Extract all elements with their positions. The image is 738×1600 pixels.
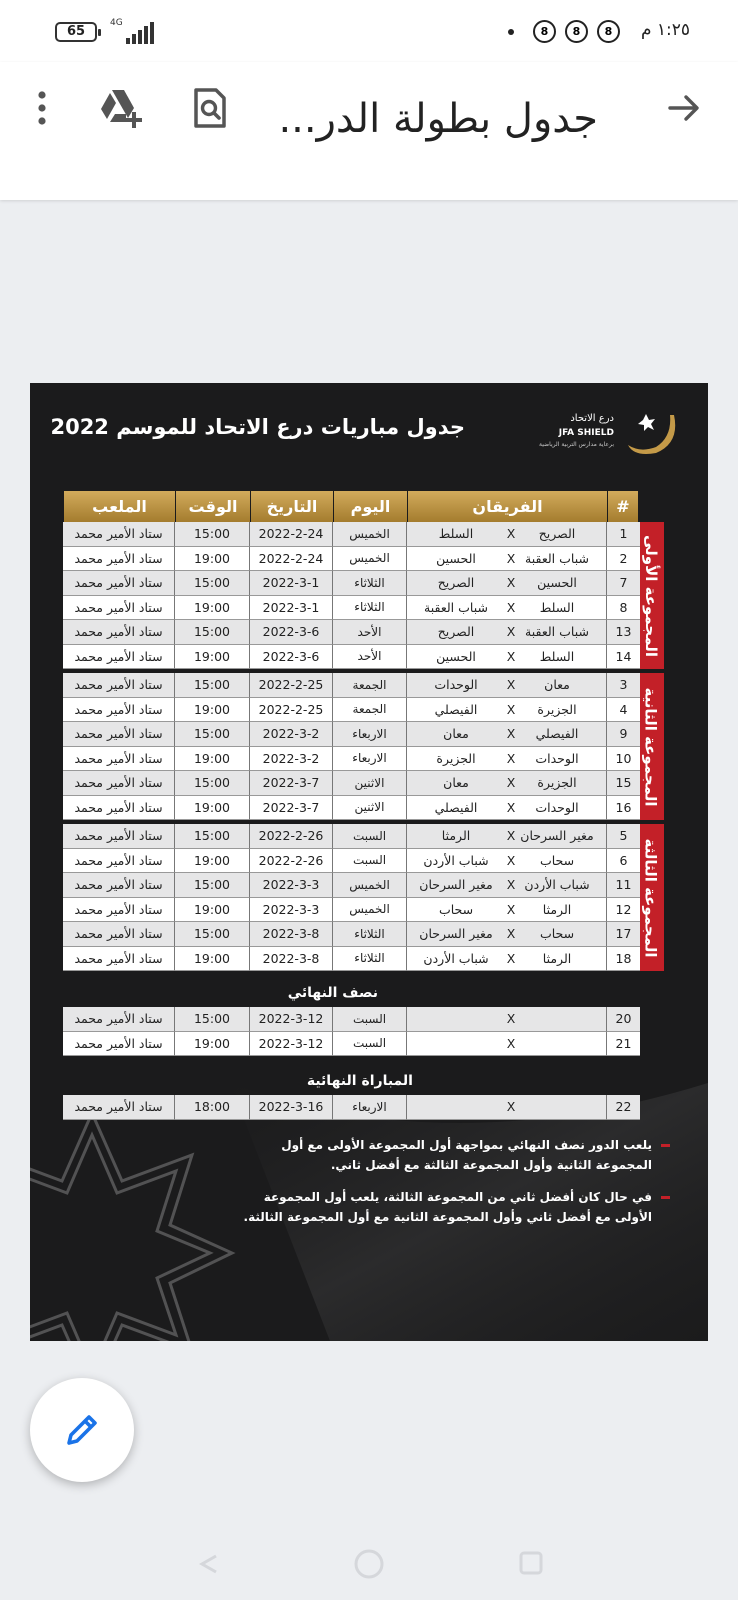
time-cell: 15:00 bbox=[175, 922, 250, 947]
match-row bbox=[63, 796, 652, 821]
day-cell: الخميس bbox=[333, 873, 407, 898]
day-cell: الأحد bbox=[333, 645, 407, 670]
match-row bbox=[63, 547, 652, 572]
date-cell: 2022-3-3 bbox=[250, 873, 333, 898]
match-row bbox=[63, 747, 652, 772]
date-cell: 2022-2-24 bbox=[250, 547, 333, 572]
versus-mark: X bbox=[506, 701, 516, 717]
match-number: 14 bbox=[607, 645, 640, 670]
time-cell: 19:00 bbox=[175, 947, 250, 972]
away-team: شباب الأردن bbox=[423, 950, 489, 966]
day-cell: الاثنين bbox=[333, 771, 407, 796]
date-cell: 2022-3-7 bbox=[250, 796, 333, 821]
home-team: شباب العقبة bbox=[525, 550, 589, 566]
day-cell: الثلاثاء bbox=[333, 947, 407, 972]
match-number: 16 bbox=[607, 796, 640, 821]
teams-cell bbox=[407, 771, 607, 796]
teams-cell bbox=[407, 1007, 607, 1032]
time-cell: 19:00 bbox=[175, 747, 250, 772]
time-cell: 15:00 bbox=[175, 771, 250, 796]
date-cell: 2022-3-12 bbox=[250, 1032, 333, 1057]
home-team: سحاب bbox=[539, 926, 575, 942]
versus-mark: X bbox=[506, 877, 516, 893]
match-number: 4 bbox=[607, 698, 640, 723]
match-row bbox=[63, 824, 652, 849]
teams-cell bbox=[407, 873, 607, 898]
teams-cell bbox=[407, 571, 607, 596]
date-cell: 2022-2-26 bbox=[250, 824, 333, 849]
teams-cell bbox=[407, 898, 607, 923]
versus-mark: X bbox=[506, 648, 516, 664]
stadium-cell: ستاد الأمير محمد bbox=[63, 620, 175, 645]
semifinal-title: نصف النهائي bbox=[287, 985, 378, 1001]
time-cell: 15:00 bbox=[175, 522, 250, 547]
match-number: 3 bbox=[607, 673, 640, 698]
versus-mark: X bbox=[506, 726, 516, 742]
logo-arabic: درع الاتحاد bbox=[570, 413, 614, 424]
note-1: يلعب الدور نصف النهائي بمواجهة أول المجموعة الأولى مع أول المجموعة الثانية وأول المجموعة الثالثة مع أفضل ثاني. bbox=[224, 1135, 654, 1175]
day-cell: الجمعة bbox=[333, 698, 407, 723]
versus-mark: X bbox=[506, 550, 516, 566]
teams-cell bbox=[407, 947, 607, 972]
teams-cell bbox=[407, 722, 607, 747]
teams-cell bbox=[407, 620, 607, 645]
day-cell: الأحد bbox=[333, 620, 407, 645]
time-cell: 19:00 bbox=[175, 645, 250, 670]
time-cell: 15:00 bbox=[175, 824, 250, 849]
teams-cell bbox=[407, 698, 607, 723]
date-cell: 2022-2-25 bbox=[250, 698, 333, 723]
header-stadium: الملعب bbox=[63, 491, 175, 522]
stadium-cell: ستاد الأمير محمد bbox=[63, 796, 175, 821]
match-number: 18 bbox=[607, 947, 640, 972]
stadium-cell: ستاد الأمير محمد bbox=[63, 1032, 175, 1057]
time-cell: 15:00 bbox=[175, 620, 250, 645]
match-number: 8 bbox=[607, 596, 640, 621]
match-number: 21 bbox=[607, 1032, 640, 1057]
away-team: الصريح bbox=[437, 624, 475, 640]
versus-mark: X bbox=[506, 624, 516, 640]
away-team: معان bbox=[443, 726, 469, 742]
nav-home-icon[interactable] bbox=[356, 1551, 382, 1577]
home-team: الصريح bbox=[538, 526, 576, 542]
teams-cell bbox=[407, 522, 607, 547]
match-row bbox=[63, 522, 652, 547]
match-row bbox=[63, 722, 652, 747]
match-number: 9 bbox=[607, 722, 640, 747]
time-cell: 15:00 bbox=[175, 571, 250, 596]
day-cell: الاربعاء bbox=[333, 747, 407, 772]
day-cell: الاربعاء bbox=[333, 722, 407, 747]
match-row bbox=[63, 849, 652, 874]
day-cell: الخميس bbox=[333, 898, 407, 923]
notes bbox=[224, 1135, 654, 1239]
away-team: الرمثا bbox=[441, 828, 471, 844]
edit-button[interactable] bbox=[30, 1378, 134, 1482]
away-team: شباب الأردن bbox=[423, 852, 489, 868]
header-teams: الفريقان bbox=[407, 491, 607, 522]
date-cell: 2022-3-16 bbox=[250, 1095, 333, 1120]
teams-cell bbox=[407, 596, 607, 621]
group-1-label: المجموعة الأولى bbox=[638, 522, 664, 669]
teams-cell bbox=[407, 1032, 607, 1057]
stadium-cell: ستاد الأمير محمد bbox=[63, 596, 175, 621]
date-cell: 2022-2-26 bbox=[250, 849, 333, 874]
match-row bbox=[63, 1007, 652, 1032]
stadium-cell: ستاد الأمير محمد bbox=[63, 673, 175, 698]
match-row bbox=[63, 898, 652, 923]
versus-mark: X bbox=[506, 799, 516, 815]
notification-icon: 8 bbox=[565, 20, 588, 43]
match-number: 10 bbox=[607, 747, 640, 772]
stadium-cell: ستاد الأمير محمد bbox=[63, 1007, 175, 1032]
time-cell: 18:00 bbox=[175, 1095, 250, 1120]
shield-logo-icon bbox=[622, 405, 680, 457]
app-toolbar bbox=[0, 62, 738, 200]
match-number: 12 bbox=[607, 898, 640, 923]
system-nav-bar bbox=[0, 1540, 738, 1600]
away-team: السلط bbox=[438, 526, 474, 542]
home-team: الرمثا bbox=[542, 950, 572, 966]
time-cell: 19:00 bbox=[175, 547, 250, 572]
stadium-cell: ستاد الأمير محمد bbox=[63, 947, 175, 972]
network-type: 4G bbox=[110, 18, 123, 28]
match-row bbox=[63, 571, 652, 596]
find-in-page-icon[interactable] bbox=[186, 84, 234, 132]
stadium-cell: ستاد الأمير محمد bbox=[63, 849, 175, 874]
date-cell: 2022-3-6 bbox=[250, 645, 333, 670]
versus-mark: X bbox=[506, 599, 516, 615]
group-2-table bbox=[63, 673, 652, 820]
versus-mark: X bbox=[506, 1011, 516, 1027]
home-team: السلط bbox=[539, 599, 575, 615]
match-row bbox=[63, 620, 652, 645]
home-team: مغير السرحان bbox=[520, 828, 594, 844]
home-team: الوحدات bbox=[535, 799, 579, 815]
schedule-title: جدول مباريات درع الاتحاد للموسم 2022 bbox=[50, 415, 465, 439]
date-cell: 2022-3-6 bbox=[250, 620, 333, 645]
time-cell: 19:00 bbox=[175, 898, 250, 923]
match-number: 13 bbox=[607, 620, 640, 645]
home-team: شباب الأردن bbox=[524, 877, 590, 893]
match-number: 17 bbox=[607, 922, 640, 947]
home-team: الجزيرة bbox=[537, 775, 577, 791]
semifinal-table bbox=[63, 1007, 652, 1056]
group-3-table bbox=[63, 824, 652, 971]
jfa-shield-logo bbox=[520, 405, 680, 457]
stadium-cell: ستاد الأمير محمد bbox=[63, 698, 175, 723]
versus-mark: X bbox=[506, 750, 516, 766]
time-cell: 19:00 bbox=[175, 698, 250, 723]
stadium-cell: ستاد الأمير محمد bbox=[63, 873, 175, 898]
home-team: الجزيرة bbox=[537, 701, 577, 717]
group-1-table bbox=[63, 522, 652, 669]
time-cell: 19:00 bbox=[175, 796, 250, 821]
day-cell: الجمعة bbox=[333, 673, 407, 698]
time-cell: 15:00 bbox=[175, 722, 250, 747]
versus-mark: X bbox=[506, 526, 516, 542]
versus-mark: X bbox=[506, 775, 516, 791]
arrow-forward-icon[interactable] bbox=[660, 84, 708, 132]
teams-cell bbox=[407, 796, 607, 821]
time-cell: 15:00 bbox=[175, 873, 250, 898]
away-team: الصريح bbox=[437, 575, 475, 591]
home-team: الفيصلي bbox=[535, 726, 579, 742]
away-team: مغير السرحان bbox=[419, 877, 493, 893]
day-cell: الثلاثاء bbox=[333, 922, 407, 947]
match-row bbox=[63, 1032, 652, 1057]
date-cell: 2022-3-2 bbox=[250, 747, 333, 772]
stadium-cell: ستاد الأمير محمد bbox=[63, 824, 175, 849]
nav-back-icon[interactable] bbox=[202, 1556, 216, 1572]
away-team: مغير السرحان bbox=[419, 926, 493, 942]
day-cell: الاثنين bbox=[333, 796, 407, 821]
header-day: اليوم bbox=[333, 491, 407, 522]
away-team: الحسين bbox=[436, 550, 476, 566]
away-team: شباب العقبة bbox=[424, 599, 488, 615]
time-cell: 19:00 bbox=[175, 849, 250, 874]
status-bar bbox=[0, 0, 738, 62]
stadium-cell: ستاد الأمير محمد bbox=[63, 722, 175, 747]
away-team: سحاب bbox=[438, 901, 474, 917]
match-row bbox=[63, 873, 652, 898]
dot-icon bbox=[508, 29, 514, 35]
group-3-label: المجموعة الثالثة bbox=[638, 824, 664, 971]
home-team: الرمثا bbox=[542, 901, 572, 917]
date-cell: 2022-3-1 bbox=[250, 571, 333, 596]
teams-cell bbox=[407, 824, 607, 849]
date-cell: 2022-3-2 bbox=[250, 722, 333, 747]
match-row bbox=[63, 947, 652, 972]
match-number: 15 bbox=[607, 771, 640, 796]
teams-cell bbox=[407, 645, 607, 670]
match-number: 7 bbox=[607, 571, 640, 596]
document-page bbox=[30, 383, 708, 1341]
teams-cell bbox=[407, 673, 607, 698]
match-number: 6 bbox=[607, 849, 640, 874]
header-date: التاريخ bbox=[250, 491, 333, 522]
match-row bbox=[63, 1095, 652, 1120]
notification-icon: 8 bbox=[597, 20, 620, 43]
match-number: 22 bbox=[607, 1095, 640, 1120]
notification-icon: 8 bbox=[533, 20, 556, 43]
teams-cell bbox=[407, 1095, 607, 1120]
stadium-cell: ستاد الأمير محمد bbox=[63, 922, 175, 947]
stadium-cell: ستاد الأمير محمد bbox=[63, 522, 175, 547]
versus-mark: X bbox=[506, 575, 516, 591]
header-num: # bbox=[607, 491, 638, 522]
versus-mark: X bbox=[506, 828, 516, 844]
match-number: 20 bbox=[607, 1007, 640, 1032]
away-team: الحسين bbox=[436, 648, 476, 664]
home-team: السلط bbox=[539, 648, 575, 664]
date-cell: 2022-3-7 bbox=[250, 771, 333, 796]
final-title: المباراة النهائية bbox=[306, 1073, 413, 1089]
header-time: الوقت bbox=[175, 491, 250, 522]
versus-mark: X bbox=[506, 1099, 516, 1115]
status-time: ١:٢٥ م bbox=[640, 20, 690, 40]
add-to-drive-icon[interactable] bbox=[96, 84, 144, 132]
home-team: الوحدات bbox=[535, 750, 579, 766]
versus-mark: X bbox=[506, 1035, 516, 1051]
logo-english: JFA SHIELD bbox=[558, 428, 614, 438]
date-cell: 2022-3-8 bbox=[250, 947, 333, 972]
versus-mark: X bbox=[506, 677, 516, 693]
stadium-cell: ستاد الأمير محمد bbox=[63, 771, 175, 796]
date-cell: 2022-2-25 bbox=[250, 673, 333, 698]
stadium-cell: ستاد الأمير محمد bbox=[63, 645, 175, 670]
stadium-cell: ستاد الأمير محمد bbox=[63, 571, 175, 596]
match-row bbox=[63, 645, 652, 670]
time-cell: 15:00 bbox=[175, 1007, 250, 1032]
note-2: في حال كان أفضل ثاني من المجموعة الثالثة، يلعب أول المجموعة الأولى مع أفضل ثاني وأول المجموعة الثانية مع أول المجموعة الثالثة. bbox=[224, 1187, 654, 1227]
document-title: جدول بطولة الدر... bbox=[278, 96, 598, 142]
battery-icon: 65 bbox=[55, 22, 97, 42]
match-number: 2 bbox=[607, 547, 640, 572]
date-cell: 2022-3-3 bbox=[250, 898, 333, 923]
day-cell: السبت bbox=[333, 849, 407, 874]
nav-recents-icon[interactable] bbox=[521, 1553, 541, 1573]
time-cell: 19:00 bbox=[175, 1032, 250, 1057]
day-cell: الخميس bbox=[333, 522, 407, 547]
edit-pencil-icon bbox=[62, 1410, 102, 1450]
home-team: سحاب bbox=[539, 852, 575, 868]
away-team: معان bbox=[443, 775, 469, 791]
away-team: الفيصلي bbox=[434, 701, 478, 717]
home-team: معان bbox=[544, 677, 570, 693]
time-cell: 19:00 bbox=[175, 596, 250, 621]
day-cell: السبت bbox=[333, 824, 407, 849]
versus-mark: X bbox=[506, 926, 516, 942]
match-row bbox=[63, 922, 652, 947]
away-team: الوحدات bbox=[434, 677, 478, 693]
match-row bbox=[63, 771, 652, 796]
versus-mark: X bbox=[506, 950, 516, 966]
match-row bbox=[63, 698, 652, 723]
final-table bbox=[63, 1095, 652, 1120]
teams-cell bbox=[407, 922, 607, 947]
match-number: 11 bbox=[607, 873, 640, 898]
versus-mark: X bbox=[506, 852, 516, 868]
date-cell: 2022-3-8 bbox=[250, 922, 333, 947]
day-cell: السبت bbox=[333, 1007, 407, 1032]
match-number: 5 bbox=[607, 824, 640, 849]
home-team: الحسين bbox=[537, 575, 577, 591]
stadium-cell: ستاد الأمير محمد bbox=[63, 898, 175, 923]
date-cell: 2022-3-1 bbox=[250, 596, 333, 621]
day-cell: الخميس bbox=[333, 547, 407, 572]
away-team: الفيصلي bbox=[434, 799, 478, 815]
logo-subtitle: برعاية مدارس التربية الرياضية bbox=[539, 441, 614, 448]
group-2-label: المجموعة الثانية bbox=[638, 673, 664, 820]
versus-mark: X bbox=[506, 901, 516, 917]
home-team: شباب العقبة bbox=[525, 624, 589, 640]
teams-cell bbox=[407, 747, 607, 772]
day-cell: الثلاثاء bbox=[333, 571, 407, 596]
match-row bbox=[63, 673, 652, 698]
teams-cell bbox=[407, 849, 607, 874]
match-row bbox=[63, 596, 652, 621]
day-cell: السبت bbox=[333, 1032, 407, 1057]
stadium-cell: ستاد الأمير محمد bbox=[63, 747, 175, 772]
teams-cell bbox=[407, 547, 607, 572]
stadium-cell: ستاد الأمير محمد bbox=[63, 547, 175, 572]
away-team: الجزيرة bbox=[436, 750, 476, 766]
day-cell: الاربعاء bbox=[333, 1095, 407, 1120]
more-vert-icon[interactable] bbox=[18, 84, 66, 132]
stadium-cell: ستاد الأمير محمد bbox=[63, 1095, 175, 1120]
date-cell: 2022-2-24 bbox=[250, 522, 333, 547]
notification-icons bbox=[508, 20, 620, 43]
day-cell: الثلاثاء bbox=[333, 596, 407, 621]
match-number: 1 bbox=[607, 522, 640, 547]
time-cell: 15:00 bbox=[175, 673, 250, 698]
date-cell: 2022-3-12 bbox=[250, 1007, 333, 1032]
